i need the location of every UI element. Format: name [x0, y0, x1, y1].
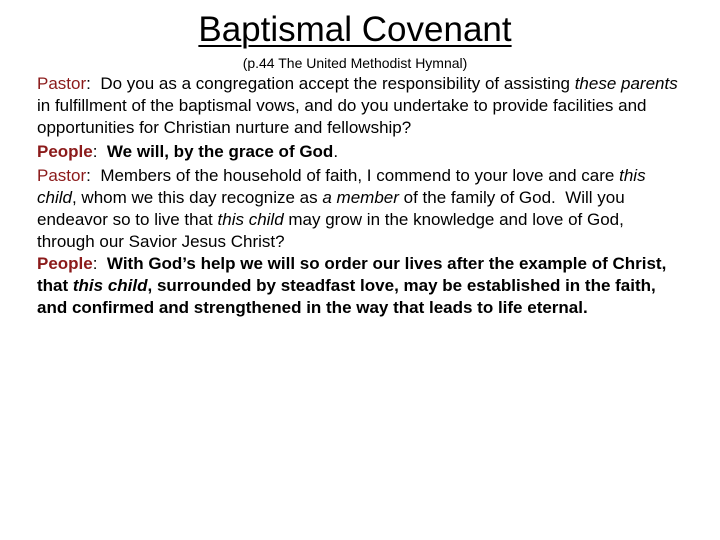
liturgy-body [37, 73, 682, 319]
speaker-label: Pastor [37, 166, 87, 185]
speaker-colon: : [92, 142, 98, 161]
response-text: We will, by the grace of God [97, 142, 334, 161]
slide-subtitle: (p.44 The United Methodist Hymnal) [242, 55, 468, 71]
line-text: of the family of God. Will you endeavor so to live that [37, 188, 630, 229]
line-text: Do you as a congregation accept the responsibility of assisting [90, 74, 575, 93]
line-text: may grow in the knowledge and love of God, through our Savior Jesus Christ? [37, 210, 624, 251]
emphasis-text: this child [72, 276, 148, 295]
response-text: , surrounded by steadfast love, may be established in the faith, and confirmed and strengthened in the way that leads to life eternal. [37, 276, 656, 317]
speaker-colon: : [86, 74, 91, 93]
speaker-colon: : [86, 166, 91, 185]
slide-title-text: Baptismal Covenant [198, 10, 512, 49]
line-text: Members of the household of faith, I commend to your love and care [90, 166, 620, 185]
pastor-line-1 [37, 73, 682, 139]
response-text: With God’s help we will so order our lives after the example of Christ, that [37, 254, 672, 295]
slide-title [0, 10, 710, 50]
emphasis-text: these parents [574, 74, 678, 93]
speaker-colon: : [92, 254, 98, 273]
speaker-label: Pastor [37, 74, 87, 93]
pastor-line-2 [37, 165, 682, 253]
line-text: in fulfillment of the baptismal vows, and do you undertake to provide facilities and opportunities for Christian nurture and fellowship? [37, 96, 647, 137]
people-response-1 [37, 141, 682, 163]
speaker-label: People [37, 254, 93, 273]
response-period: . [333, 142, 339, 161]
speaker-label: People [37, 142, 93, 161]
people-response-2 [37, 253, 682, 319]
emphasis-text: a member [322, 188, 399, 207]
line-text: , whom we this day recognize as [71, 188, 323, 207]
emphasis-text: this child [217, 210, 284, 229]
emphasis-text: this child [37, 166, 646, 207]
